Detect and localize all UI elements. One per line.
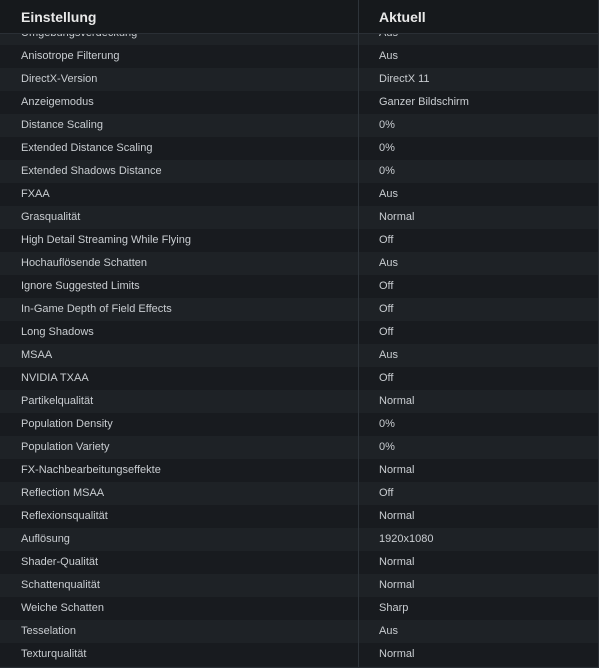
setting-value: Off [379,326,394,338]
table-row[interactable] [0,367,599,390]
setting-name: Weiche Schatten [21,602,104,614]
setting-value: Aus [379,188,398,200]
setting-value: Aus [379,257,398,269]
settings-rows [0,22,599,666]
table-row[interactable] [0,597,599,620]
setting-name: Distance Scaling [21,119,103,131]
table-row[interactable] [0,505,599,528]
setting-value: Sharp [379,602,409,614]
table-row[interactable] [0,528,599,551]
setting-value: Ganzer Bildschirm [379,96,469,108]
table-row[interactable] [0,252,599,275]
table-row[interactable] [0,275,599,298]
setting-name: MSAA [21,349,53,361]
table-row[interactable] [0,482,599,505]
setting-value: Normal [379,648,415,660]
setting-value: 0% [379,441,395,453]
setting-name: Extended Distance Scaling [21,142,153,154]
setting-value: Off [379,303,394,315]
setting-value: Off [379,487,394,499]
table-row[interactable] [0,68,599,91]
setting-name: Grasqualität [21,211,81,223]
setting-value: Off [379,234,394,246]
table-row[interactable] [0,390,599,413]
table-row[interactable] [0,183,599,206]
setting-name: Hochauflösende Schatten [21,257,147,269]
setting-name: Long Shadows [21,326,94,338]
setting-name: In-Game Depth of Field Effects [21,303,172,315]
setting-value: Normal [379,395,415,407]
setting-value: Normal [379,510,415,522]
table-row[interactable] [0,206,599,229]
table-row[interactable] [0,137,599,160]
setting-value: 0% [379,142,395,154]
setting-name: Population Variety [21,441,110,453]
setting-value: DirectX 11 [379,73,430,85]
header-setting[interactable]: Einstellung [21,9,97,25]
setting-name: Anzeigemodus [21,96,94,108]
setting-name: Tesselation [21,625,77,637]
setting-name: Population Density [21,418,113,430]
table-row[interactable] [0,643,599,666]
setting-value: Aus [379,349,398,361]
setting-value: 1920x1080 [379,533,434,545]
table-row[interactable] [0,620,599,643]
setting-name: Anisotrope Filterung [21,50,120,62]
setting-value: Off [379,372,394,384]
table-row[interactable] [0,321,599,344]
table-row[interactable] [0,229,599,252]
table-row[interactable] [0,574,599,597]
setting-name: Auflösung [21,533,70,545]
setting-name: Reflection MSAA [21,487,105,499]
setting-name: NVIDIA TXAA [21,372,89,384]
setting-name: Shader-Qualität [21,556,99,568]
setting-name: Ignore Suggested Limits [21,280,140,292]
table-row[interactable] [0,160,599,183]
setting-name: FX-Nachbearbeitungseffekte [21,464,161,476]
setting-value: 0% [379,418,395,430]
table-row[interactable] [0,436,599,459]
setting-name: High Detail Streaming While Flying [21,234,191,246]
setting-value: Off [379,280,394,292]
setting-value: Normal [379,464,415,476]
setting-value: 0% [379,119,395,131]
table-row[interactable] [0,344,599,367]
table-row[interactable] [0,459,599,482]
table-row[interactable] [0,551,599,574]
setting-name: Texturqualität [21,648,87,660]
setting-name: Partikelqualität [21,395,94,407]
setting-name: DirectX-Version [21,73,98,85]
table-row[interactable] [0,45,599,68]
setting-value: Normal [379,579,415,591]
setting-name: Schattenqualität [21,579,100,591]
setting-value: 0% [379,165,395,177]
header-current[interactable]: Aktuell [379,9,426,25]
table-row[interactable] [0,91,599,114]
table-row[interactable] [0,298,599,321]
setting-value: Aus [379,625,398,637]
table-row[interactable] [0,413,599,436]
setting-value: Aus [379,50,398,62]
table-row[interactable] [0,114,599,137]
setting-name: Extended Shadows Distance [21,165,162,177]
setting-value: Normal [379,556,415,568]
setting-name: FXAA [21,188,50,200]
column-divider[interactable] [358,0,359,668]
setting-value: Normal [379,211,415,223]
setting-name: Reflexionsqualität [21,510,108,522]
table-header [0,0,599,34]
